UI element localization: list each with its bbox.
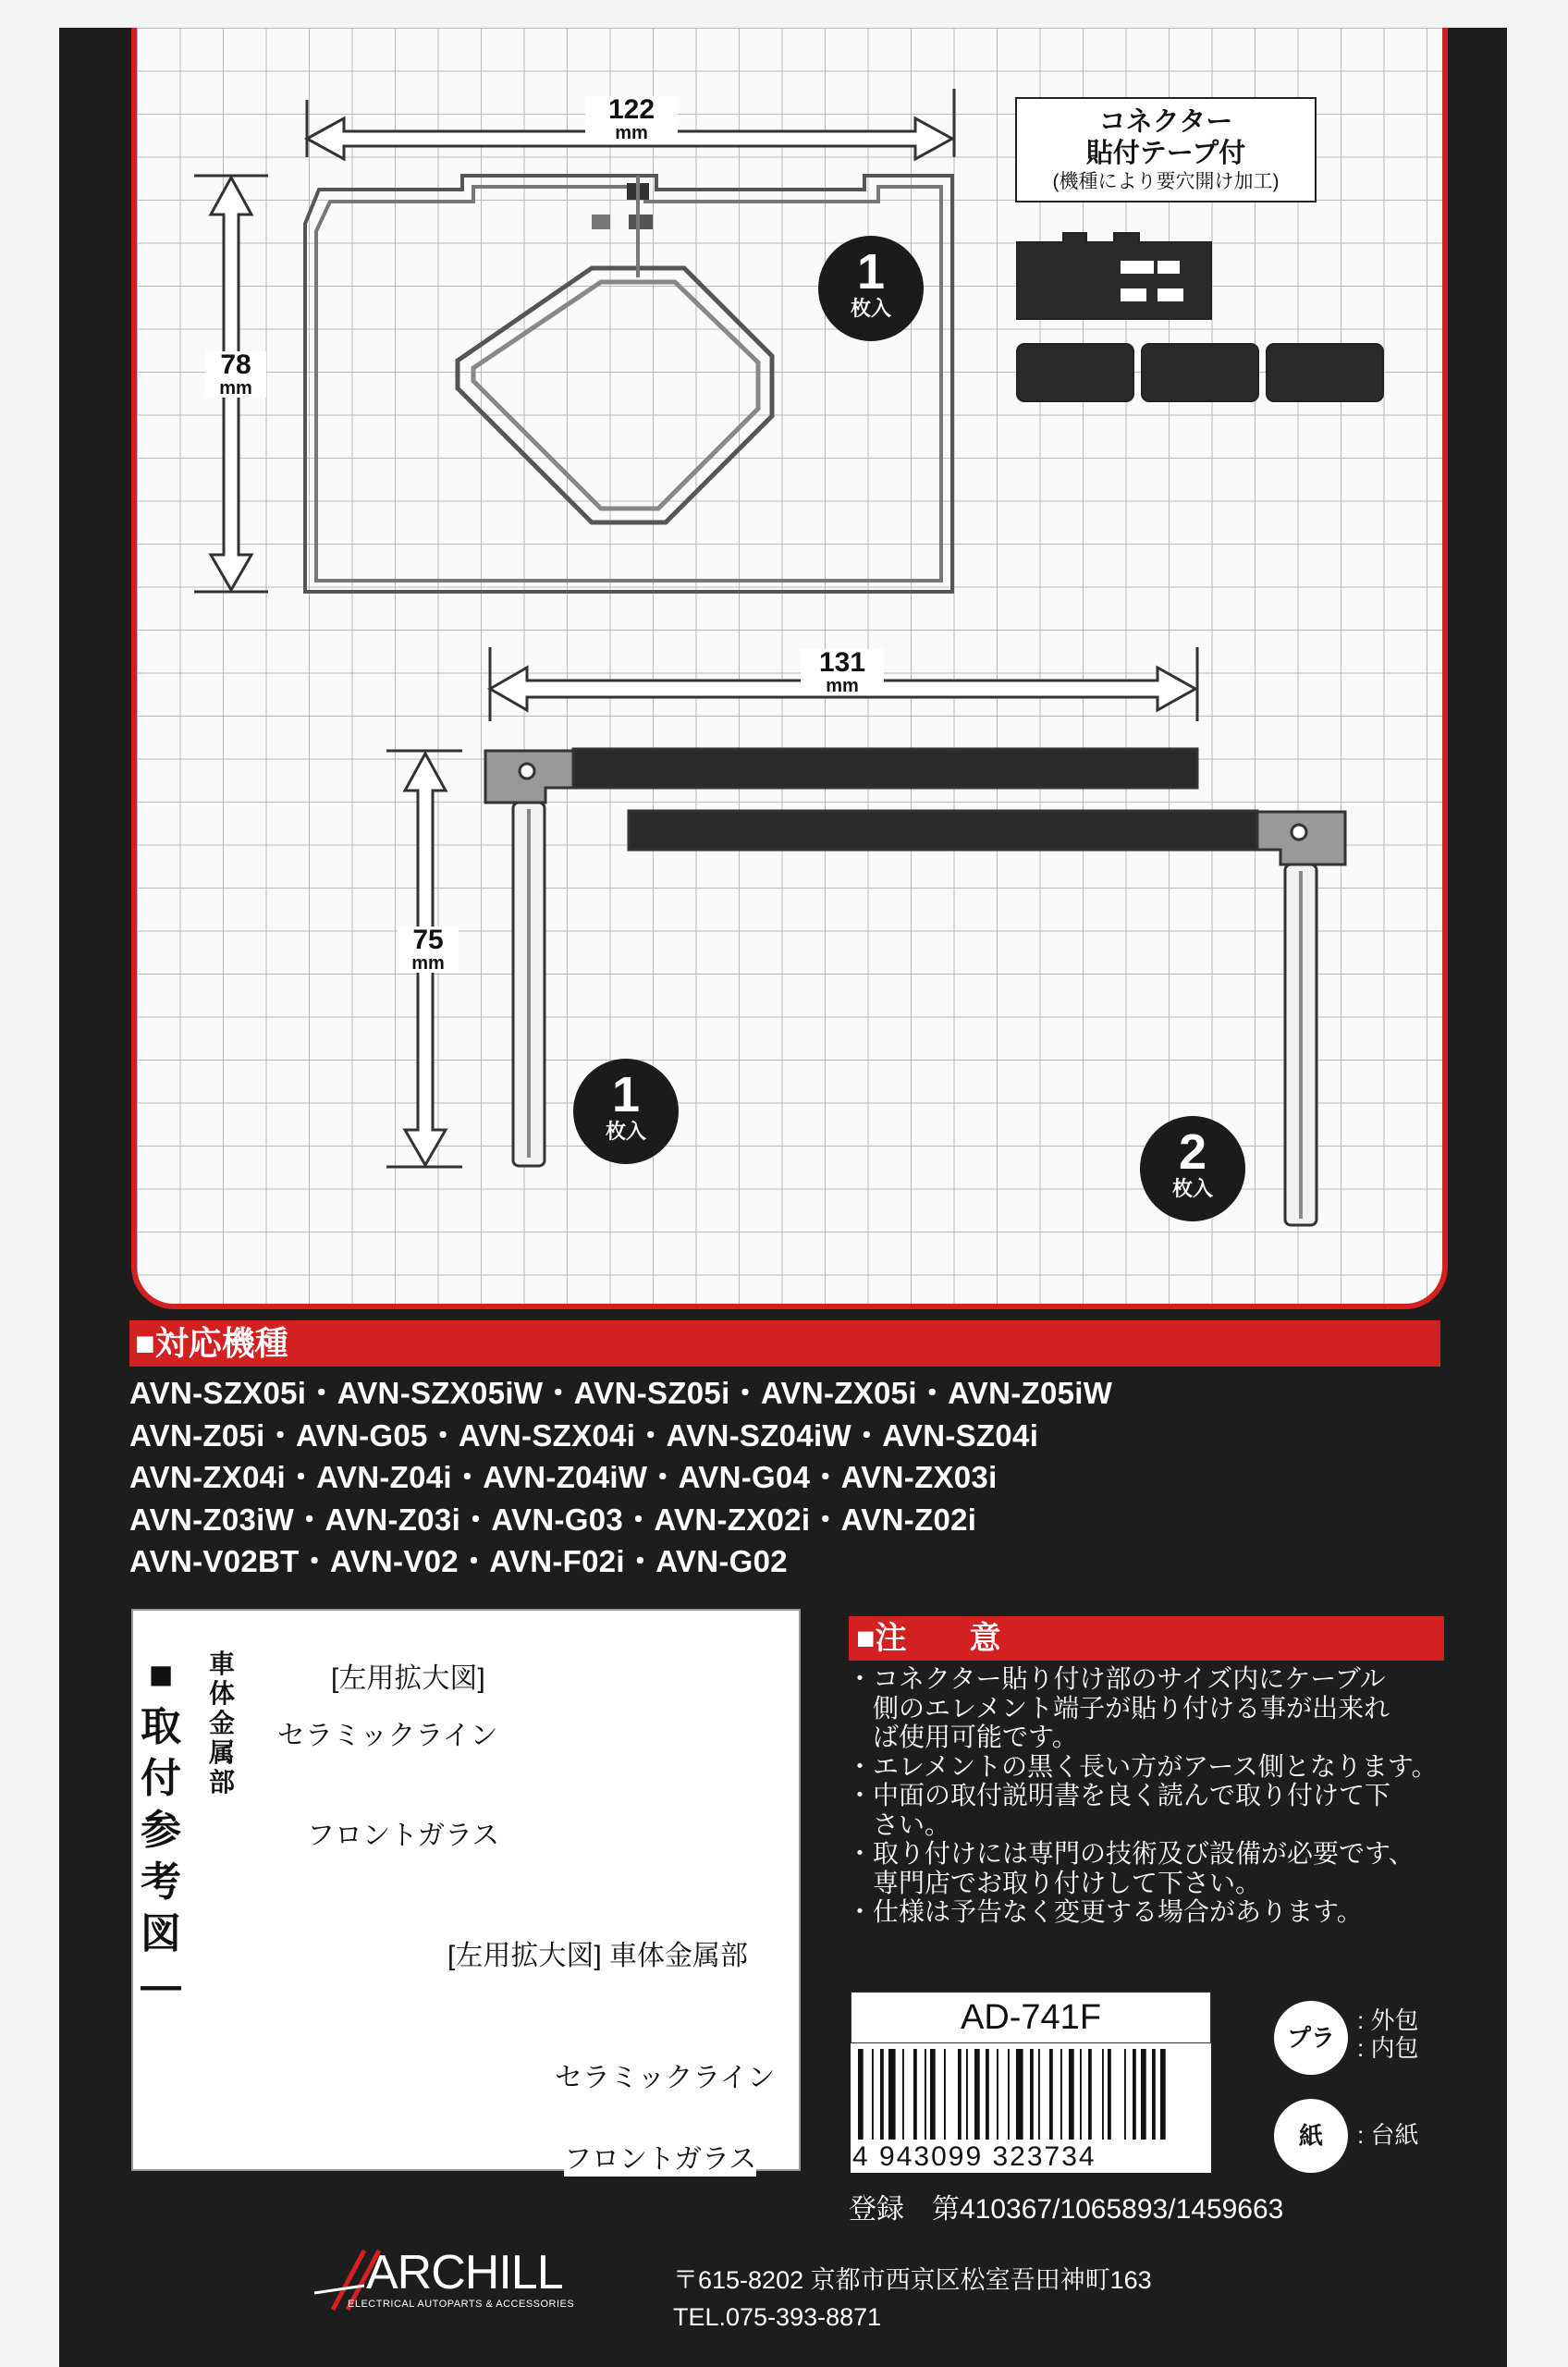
plastic-recycle-line: : 外包: [1357, 2006, 1419, 2034]
compatible-models-header: ■対応機種: [129, 1320, 1440, 1367]
barcode-bar: [930, 2049, 936, 2140]
barcode-bar: [913, 2049, 917, 2140]
barcode-bar: [1133, 2049, 1136, 2140]
quantity-unit: 枚入: [605, 1120, 646, 1143]
archill-logo: [305, 2245, 638, 2319]
brand-tagline: ELECTRICAL AUTOPARTS & ACCESSORIES: [348, 2299, 575, 2310]
caution-line: ・エレメントの黒く長い方がアース側となります。: [847, 1751, 1438, 1781]
plastic-recycle-text: [1357, 2006, 1418, 2062]
reference-title-char: —: [141, 1963, 181, 2008]
dimension-unit: mm: [615, 123, 648, 143]
dimension-label-78: [205, 351, 266, 398]
model-line: AVN-V02BT・AVN-V02・AVN-F02i・AVN-G02: [129, 1544, 788, 1578]
caution-line: ・コネクター貼り付け部のサイズ内にケーブル: [847, 1664, 1386, 1693]
caution-line: ・中面の取付説明書を良く読んで取り付けて下: [847, 1781, 1391, 1809]
barcode-box: [851, 1992, 1211, 2173]
registration-number: 登録 第410367/1065893/1459663: [849, 2194, 1284, 2225]
barcode-bar: [888, 2049, 896, 2140]
model-line: AVN-Z05i・AVN-G05・AVN-SZX04i・AVN-SZ04iW・AVN-SZ04i: [129, 1417, 1039, 1453]
paper-recycle-icon: [1274, 2099, 1348, 2173]
barcode-bar: [902, 2049, 904, 2140]
model-line: AVN-ZX04i・AVN-Z04i・AVN-Z04iW・AVN-G04・AVN-ZX03i: [129, 1460, 998, 1494]
quantity-badge-right: [1140, 1116, 1245, 1221]
front-glass-label: フロントガラス: [307, 1812, 499, 1853]
barcode-bar: [858, 2049, 864, 2140]
plastic-recycle-icon: [1274, 2001, 1348, 2075]
quantity-unit: 枚入: [850, 297, 891, 320]
part-number: AD-741F: [851, 1992, 1211, 2043]
model-line: AVN-SZX05i・AVN-SZX05iW・AVN-SZ05i・AVN-ZX05i・AVN-Z05iW: [129, 1376, 1113, 1410]
compatible-models-list: [129, 1372, 1442, 1583]
quantity-value: 1: [611, 1067, 641, 1122]
barcode-bar: [925, 2049, 926, 2140]
barcode-bar: [966, 2049, 968, 2140]
connector-parts: [1017, 233, 1383, 401]
barcode-bar: [1049, 2049, 1053, 2140]
barcode-bar: [872, 2049, 874, 2140]
barcode-bar: [944, 2049, 946, 2140]
caution-header: ■注 意: [849, 1616, 1444, 1661]
reference-title-char: 考: [141, 1859, 181, 1905]
octagon-element: [458, 268, 772, 522]
caution-line: 専門店でお取り付けして下さい。: [847, 1868, 1262, 1897]
barcode-bar: [1102, 2049, 1104, 2140]
brand-name: ARCHILL: [366, 2246, 563, 2300]
barcode-bar: [1030, 2049, 1034, 2140]
reference-title: [139, 1650, 183, 2012]
dimension-unit: mm: [411, 953, 445, 974]
barcode-bar: [997, 2049, 998, 2140]
paper-recycle-text: : 台紙: [1357, 2121, 1419, 2149]
barcode-bar: [1080, 2049, 1082, 2140]
plastic-recycle-label: プラ: [1286, 2024, 1335, 2052]
quantity-badge-top: [818, 236, 924, 341]
connector-tape-note: [1015, 97, 1317, 202]
barcode-bar: [1108, 2049, 1111, 2140]
caution-line: ば使用可能です。: [847, 1723, 1078, 1751]
reference-title-char: 付: [141, 1756, 181, 1801]
dimension-unit: mm: [826, 676, 859, 696]
barcode-bar: [1141, 2049, 1146, 2140]
dimension-label-75: [398, 926, 459, 973]
ceramic-line-label: セラミックライン: [555, 2054, 776, 2095]
connector-note-line: 貼付テープ付: [1085, 139, 1246, 168]
barcode-digits: 4 943099 323734: [852, 2141, 1096, 2172]
dimension-label-122: [585, 96, 678, 142]
quantity-value: 2: [1178, 1124, 1207, 1180]
connector-block: [592, 215, 610, 229]
barcode-bar: [880, 2049, 884, 2140]
connector-note-line: (機種により要穴開け加工): [1052, 171, 1280, 192]
dimension-value: 75: [412, 925, 444, 955]
paper-recycle-label: 紙: [1298, 2122, 1323, 2150]
reference-title-char: ■: [148, 1652, 174, 1698]
barcode-bar: [1088, 2049, 1092, 2140]
barcode-bar: [1124, 2049, 1126, 2140]
address-line: 〒615-8202 京都市西京区松室吾田神町163: [673, 2266, 1152, 2294]
barcode-icon: [851, 2045, 1211, 2147]
barcode-bar: [986, 2049, 989, 2140]
reference-title-char: 図: [141, 1911, 181, 1956]
barcode-bar: [1038, 2049, 1040, 2140]
barcode-bar: [958, 2049, 962, 2140]
caution-notes: [847, 1664, 1448, 1927]
quantity-unit: 枚入: [1171, 1177, 1213, 1200]
barcode-bar: [1016, 2049, 1023, 2140]
dimension-label-131: [801, 649, 884, 695]
caution-line: ・取り付けには専門の技術及び設備が必要です、: [847, 1839, 1415, 1868]
quantity-badge-left: [573, 1059, 679, 1164]
body-metal-vertical-label: 車体金属部: [208, 1650, 235, 1797]
connector-block: [629, 215, 653, 229]
reference-title-char: 参: [141, 1808, 181, 1853]
dimension-value: 122: [607, 94, 655, 125]
dimension-value: 78: [220, 350, 251, 380]
dimension-value: 131: [818, 647, 866, 678]
caution-line: 側のエレメント端子が貼り付ける事が出来れ: [847, 1693, 1390, 1723]
tel-line: TEL.075-393-8871: [673, 2303, 882, 2331]
barcode-bar: [1160, 2049, 1166, 2140]
left-enlarged-body-label: [左用拡大図] 車体金属部: [447, 1941, 749, 1971]
quantity-value: 1: [856, 244, 886, 300]
caution-line: さい。: [847, 1809, 951, 1839]
barcode-bar: [1069, 2049, 1074, 2140]
dimension-unit: mm: [219, 378, 252, 399]
caution-line: ・仕様は予告なく変更する場合があります。: [847, 1897, 1363, 1926]
front-glass-label: フロントガラス: [564, 2136, 756, 2177]
barcode-bar: [1152, 2049, 1156, 2140]
connector-note-line: コネクター: [1098, 107, 1233, 137]
ceramic-line-label: セラミックライン: [277, 1712, 498, 1753]
reference-title-char: 取: [141, 1704, 181, 1749]
left-enlarged-label: [左用拡大図]: [331, 1655, 485, 1696]
model-line: AVN-Z03iW・AVN-Z03i・AVN-G03・AVN-ZX02i・AVN-Z02i: [129, 1502, 977, 1537]
company-address: [673, 2262, 1152, 2336]
barcode-bar: [1008, 2049, 1010, 2140]
barcode-bar: [1060, 2049, 1062, 2140]
barcode-bar: [974, 2049, 980, 2140]
plastic-recycle-line: : 内包: [1357, 2034, 1419, 2062]
